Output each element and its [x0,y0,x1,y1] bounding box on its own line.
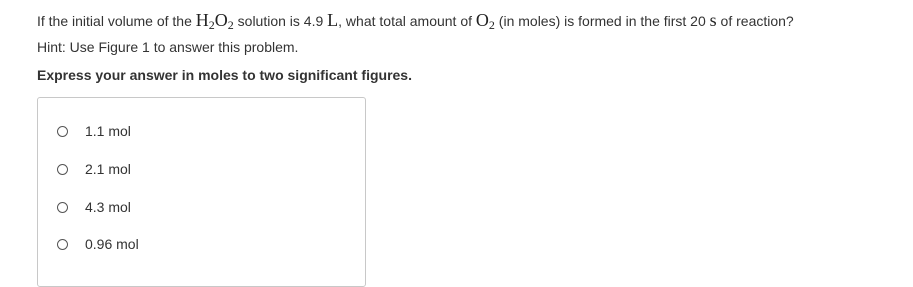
question-part-3: , what total amount of [338,13,476,29]
radio-button-icon[interactable] [57,164,68,175]
question-part-5: of reaction? [716,13,794,29]
choice-option-1[interactable] [57,121,131,141]
hint-text: Hint: Use Figure 1 to answer this problem. [37,39,299,55]
radio-button-icon[interactable] [57,239,68,250]
radio-button-icon[interactable] [57,126,68,137]
choice-label: 2.1 mol [85,161,131,177]
o2-formula: $O_2$ [475,10,495,32]
seconds-unit: s [709,10,717,30]
choice-label: 1.1 mol [85,123,131,139]
question-text [37,11,907,30]
question-part-2: solution is 4.9 [233,13,328,29]
question-part-1: If the initial volume of the [37,13,196,29]
liter-unit: L [327,10,339,30]
h2o2-formula: $H_2O_2$ [195,10,234,32]
answer-choices-box [37,97,366,287]
radio-button-icon[interactable] [57,202,68,213]
choice-label: 0.96 mol [85,236,139,252]
answer-instruction: Express your answer in moles to two significant figures. [37,67,412,83]
choice-option-4[interactable] [57,234,139,254]
choice-option-2[interactable] [57,159,131,179]
question-part-4: (in moles) is formed in the first 20 [494,13,710,29]
choice-option-3[interactable] [57,197,131,217]
choice-label: 4.3 mol [85,199,131,215]
